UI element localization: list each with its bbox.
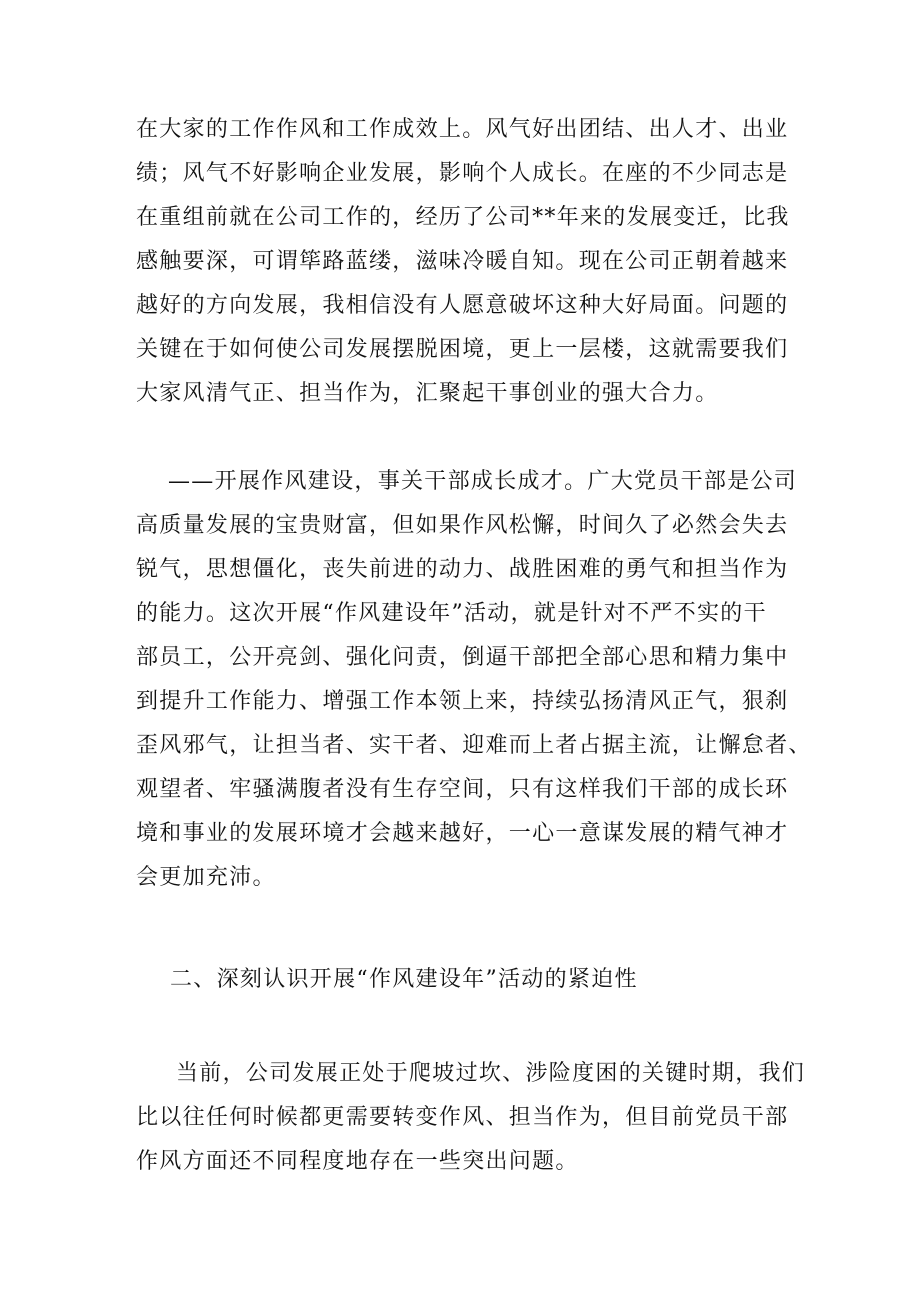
paragraph-line: 在重组前就在公司工作的，经历了公司**年来的发展变迁，比我 [136,205,790,230]
paragraph-line: 大家风清气正、担当作为，汇聚起干事创业的强大合力。 [136,381,719,406]
paragraph-line: 歪风邪气，让担当者、实干者、迎难而上者占据主流，让懈怠者、 [136,733,812,758]
section-heading [136,958,796,1002]
paragraph-line: 绩；风气不好影响企业发展，影响个人成长。在座的不少同志是 [136,161,789,186]
paragraph-line: 在大家的工作作风和工作成效上。风气好出团结、出人才、出业 [136,117,789,142]
paragraph-line: 当前，公司发展正处于爬坡过坎、涉险度困的关键时期，我们 [176,1061,806,1086]
paragraph-cadre-growth [136,460,812,900]
paragraph-line: 锐气，思想僵化，丧失前进的动力、战胜困难的勇气和担当作为 [136,557,789,582]
paragraph-work-style-atmosphere [136,108,796,416]
paragraph-urgency [136,1052,806,1184]
section-heading-text: 二、深刻认识开展“作风建设年”活动的紧迫性 [170,967,638,992]
paragraph-line: 感触要深，可谓筚路蓝缕，滋味冷暖自知。现在公司正朝着越来 [136,249,789,274]
paragraph-line: 到提升工作能力、增强工作本领上来，持续弘扬清风正气，狠刹 [136,689,789,714]
paragraph-line: 关键在于如何使公司发展摆脱困境，更上一层楼，这就需要我们 [136,337,789,362]
paragraph-line: 越好的方向发展，我相信没有人愿意破坏这种大好局面。问题的 [136,293,789,318]
paragraph-line: 的能力。这次开展“作风建设年”活动，就是针对不严不实的干 [136,601,767,626]
paragraph-line: 观望者、牢骚满腹者没有生存空间，只有这样我们干部的成长环 [136,777,789,802]
paragraph-line: 境和事业的发展环境才会越来越好，一心一意谋发展的精气神才 [136,821,789,846]
paragraph-line: ——开展作风建设，事关干部成长成才。广大党员干部是公司 [168,469,798,494]
paragraph-line: 比以往任何时候都更需要转变作风、担当作为，但目前党员干部 [136,1105,789,1130]
paragraph-line: 作风方面还不同程度地存在一些突出问题。 [136,1149,579,1174]
paragraph-line: 高质量发展的宝贵财富，但如果作风松懈，时间久了必然会失去 [136,513,789,538]
paragraph-line: 会更加充沛。 [136,865,276,890]
paragraph-line: 部员工，公开亮剑、强化问责，倒逼干部把全部心思和精力集中 [136,645,789,670]
